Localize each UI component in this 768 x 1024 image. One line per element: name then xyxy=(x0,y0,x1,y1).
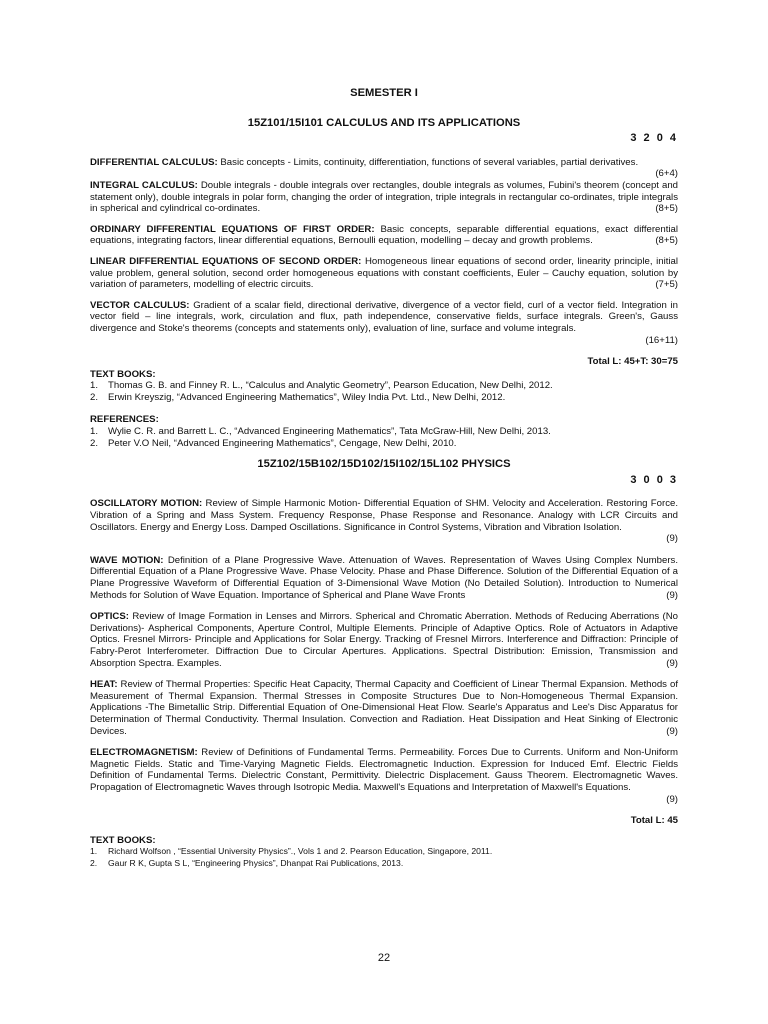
course1-unit-4 xyxy=(90,256,678,291)
unit-hours: (9) xyxy=(666,725,678,737)
page-number: 22 xyxy=(377,952,391,964)
unit-hours: (8+5) xyxy=(655,235,678,247)
list-item xyxy=(90,858,678,870)
unit-hours: (9) xyxy=(666,533,678,545)
unit-heading: INTEGRAL CALCULUS: xyxy=(90,179,198,191)
unit-heading: WAVE MOTION: xyxy=(90,554,164,566)
list-text: Gaur R K, Gupta S L, “Engineering Physics”, Dhanpat Rai Publications, 2013. xyxy=(108,857,404,868)
course2-credits: 3 0 0 3 xyxy=(630,473,678,486)
course2-title: 15Z102/15B102/15D102/15I102/15L102 PHYSICS xyxy=(257,458,511,471)
unit-hours: (7+5) xyxy=(655,279,678,291)
list-number: 2. xyxy=(90,857,98,868)
list-number: 1. xyxy=(90,380,99,392)
list-item xyxy=(90,438,678,450)
document-page xyxy=(90,88,678,869)
unit-heading: DIFFERENTIAL CALCULUS: xyxy=(90,156,218,168)
course1-unit-5 xyxy=(90,300,678,346)
unit-text: Review of Definitions of Fundamental Terms. Permeability. Forces Due to Currents. Uniform and Non-Uniform Magnetic Fields. Static and Time-Varying Magnetic Fields. Electromagnetic Induction. Expression for Induced Emf. Electric Fields Definition of Fundamental Terms. Dielectric Constant, Permittivity. Dielectric Displacement. Gauss Theorem. Electromagnetic Waves. Propagation of Electromagnetic Waves through Isotropic Media. Maxwell's Equations and Interpretation of Maxwell's Equations. xyxy=(90,747,678,793)
unit-text: Gradient of a scalar field, directional derivative, divergence of a vector field, curl of a vector field. Integration in vector field – line integrals, work, circulation and flux, path independence, conservative fields, surface integrals. Green's, Gauss divergence and Stoke's theorems (concepts and statements only), evaluation of line, surface and volume integrals. xyxy=(90,299,678,334)
unit-text: Definition of a Plane Progressive Wave. Attenuation of Waves. Representation of Waves Using Complex Numbers. Differential Equation of a Plane Progressive Wave. Phase Velocity. Phase and Phase Difference. Solution of the Differential Equation of a Plane Progressive Waveform of Differential Equation of 3-Dimensional Wave Motion (No Detailed Solution). Introduction to Numerical Methods for Solution of Wave Equation. Importance of Spherical and Plane Wave Fronts xyxy=(90,554,678,601)
course2-unit-2 xyxy=(90,555,678,601)
unit-text: Review of Simple Harmonic Motion- Differential Equation of SHM. Velocity and Acceleration. Restoring Force. Vibration of a Spring and Mass System. Frequency Response, Phase Response and Resonance. Analogy with LCR Circuits and Oscillators. Energy and Energy Loss. Damped Oscillations. Significance in Control Systems, Vibration and Vibration Isolation. xyxy=(90,498,678,533)
course2-unit-3 xyxy=(90,611,678,669)
list-item xyxy=(90,426,678,438)
list-text: Erwin Kreyszig, “Advanced Engineering Mathematics”, Wiley India Pvt. Ltd., New Delhi, 2012. xyxy=(108,391,506,403)
list-number: 1. xyxy=(90,426,99,438)
unit-heading: OSCILLATORY MOTION: xyxy=(90,498,203,510)
list-number: 1. xyxy=(90,846,98,857)
course1-title: 15Z101/15I101 CALCULUS AND ITS APPLICATIONS xyxy=(247,116,521,129)
unit-heading: LINEAR DIFFERENTIAL EQUATIONS OF SECOND ORDER: xyxy=(90,255,362,267)
course1-references-heading: REFERENCES: xyxy=(90,414,159,426)
unit-hours: (9) xyxy=(666,793,678,805)
unit-text: Homogeneous linear equations of second order, linearity principle, initial value problem, general solution, second order homogeneous equations with constant coefficients, Euler – Cauchy equation, solution by variation of parameters, modelling of electric circuits. xyxy=(90,255,678,291)
course1-textbooks-heading: TEXT BOOKS: xyxy=(90,368,156,380)
list-text: Richard Wolfson , “Essential University Physics”., Vols 1 and 2. Pearson Education, Singapore, 2011. xyxy=(108,846,493,857)
unit-heading: ELECTROMAGNETISM: xyxy=(90,747,198,759)
course2-unit-1 xyxy=(90,498,678,544)
unit-heading: VECTOR CALCULUS: xyxy=(90,299,190,311)
list-number: 2. xyxy=(90,391,99,403)
course2-total: Total L: 45 xyxy=(630,815,678,827)
course1-unit-3 xyxy=(90,224,678,247)
unit-heading: HEAT: xyxy=(90,679,118,691)
unit-heading: ORDINARY DIFFERENTIAL EQUATIONS OF FIRST ORDER: xyxy=(90,223,375,235)
list-text: Peter V.O Neil, “Advanced Engineering Mathematics”, Cengage, New Delhi, 2010. xyxy=(108,437,457,449)
semester-heading: SEMESTER I xyxy=(350,87,418,99)
unit-text: Basic concepts, separable differential equations, exact differential equations, integrating factors, linear differential equations, Bernoulli equation, modelling – decay and growth problems. xyxy=(90,223,678,247)
unit-hours: (9) xyxy=(666,657,678,669)
unit-text: Review of Image Formation in Lenses and Mirrors. Spherical and Chromatic Aberration. Methods of Reducing Aberrations (No Derivations)- Aspherical Components, Aperture Control, Multiple Elements. Principle of Adaptive Optics. Role of Actuators in Adaptive Optics. Fresnel Mirrors- Principle and Applications for Solar Energy. Tracking of Fresnel Mirrors. Interference and Diffraction: Principle of Fabry-Perot Interferometer. Diffraction Due to Circular Apertures. Applications. Spectral Distribution: Emission, Transmission and Absorption Spectra. Examples. xyxy=(90,611,679,669)
list-text: Wylie C. R. and Barrett L. C., “Advanced Engineering Mathematics”, Tata McGraw-Hill, New Delhi, 2013. xyxy=(108,426,551,438)
unit-heading: OPTICS: xyxy=(90,611,129,623)
unit-hours: (8+5) xyxy=(655,203,678,215)
course2-unit-4 xyxy=(90,679,678,737)
course1-total: Total L: 45+T: 30=75 xyxy=(587,356,678,368)
list-item xyxy=(90,380,678,392)
list-item xyxy=(90,392,678,404)
unit-text: Review of Thermal Properties: Specific Heat Capacity, Thermal Capacity and Coefficient of Linear Thermal Expansion. Methods of Measurement of Thermal Expansion. Thermal Stresses in Composite Structures Due to Non-Homogeneous Thermal Expansion. Applications -The Bimetallic Strip. Differential Equation of One-Dimensional Heat Flow. Searle's Apparatus and Lee's Disc Apparatus for Determination of Thermal Conductivity. Thermal Insulation. Convection and Radiation. Heat Dissipation and Heat Sinking of Electronic Devices. xyxy=(90,679,678,737)
course1-unit-2 xyxy=(90,180,678,215)
list-item xyxy=(90,846,678,858)
unit-hours: (16+11) xyxy=(645,334,678,346)
unit-text: Basic concepts - Limits, continuity, differentiation, functions of several variables, partial derivatives. xyxy=(220,156,639,168)
course2-textbooks-heading: TEXT BOOKS: xyxy=(90,834,156,846)
unit-hours: (6+4) xyxy=(655,168,678,180)
unit-text: Double integrals - double integrals over rectangles, double integrals as volumes, Fubini's theorem (concept and statement only), double integrals in polar form, changing the order of integration, triple integrals in rectangular co-ordinates, triple integrals in spherical and cylindrical co-ordinates. xyxy=(90,179,678,215)
list-number: 2. xyxy=(90,437,99,449)
course1-unit-1 xyxy=(90,157,678,180)
course1-credits: 3 2 0 4 xyxy=(630,132,678,145)
unit-hours: (9) xyxy=(666,589,678,601)
course2-unit-5 xyxy=(90,747,678,805)
list-text: Thomas G. B. and Finney R. L., “Calculus and Analytic Geometry”, Pearson Education, New Delhi, 2012. xyxy=(108,380,553,392)
